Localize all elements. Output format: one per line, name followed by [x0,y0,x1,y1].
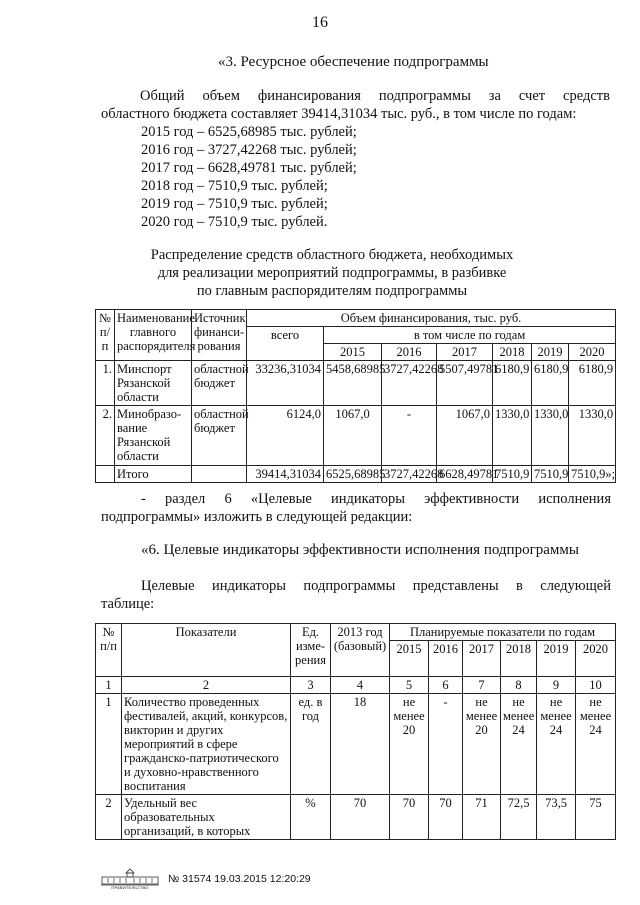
col-number: 1 [96,677,122,694]
col-header-year: 2017 [437,344,493,361]
stamp-text: ПРАВИТЕЛЬСТВО [111,885,149,890]
total-value: 7510,9»; [569,466,616,483]
table-row [96,795,616,840]
year-line-2019: 2019 год – 7510,9 тыс. рублей; [141,196,328,212]
row-value: 1067,0 [324,406,382,466]
distribution-title-3: по главным распорядителям подпрограммы [196,283,468,299]
col-number: 9 [537,677,576,694]
col-number: 8 [501,677,537,694]
col-header-volume: Объем финансирования, тыс. руб. [247,310,616,327]
section6-intro-2: подпрограммы» изложить в следующей редакции: [101,509,413,525]
total-value: 7510,9 [532,466,569,483]
row-base: 18 [331,694,390,795]
total-value: 6628,49781 [437,466,493,483]
row-value: 6180,9 [569,361,616,406]
row-base: 70 [331,795,390,840]
row-value: не менее 24 [537,694,576,795]
row-total: 6124,0 [247,406,324,466]
row-value: 71 [463,795,501,840]
year-line-2016: 2016 год – 3727,42268 тыс. рублей; [141,142,357,158]
row-value: не менее 20 [463,694,501,795]
col-number: 5 [390,677,429,694]
col-header-base: 2013 год (базовый) [331,624,390,677]
section3-intro-line1: Общий объем финансирования подпрограммы за счет средств [140,88,610,104]
distribution-title-2: для реализации мероприятий подпрограммы, в разбивке [157,265,507,281]
row-num: 1 [96,694,122,795]
row-value: 1330,0 [532,406,569,466]
col-number: 2 [122,677,291,694]
col-header-year: 2016 [429,641,463,677]
row-value: 5458,68985 [324,361,382,406]
column-number-row [96,677,616,694]
col-number: 3 [291,677,331,694]
total-row [96,466,616,483]
col-header-indicator: Показатели [122,624,291,677]
row-value: не менее 24 [501,694,537,795]
row-total: 33236,31034 [247,361,324,406]
col-header-unit: Ед. изме-рения [291,624,331,677]
col-header-source: Источник финанси-рования [192,310,247,361]
row-value: 1330,0 [493,406,532,466]
row-value: 70 [429,795,463,840]
col-header-year: 2015 [390,641,429,677]
total-value: 39414,31034 [247,466,324,483]
section6-text-2: таблице: [101,596,155,612]
government-building-stamp [100,868,160,890]
total-label: Итого [115,466,192,483]
empty-cell [192,466,247,483]
table-row [96,361,616,406]
col-header-name: Наименование главного распорядителя [115,310,192,361]
section6-heading: «6. Целевые индикаторы эффективности исполнения подпрограммы [141,542,579,558]
row-unit: ед. в год [291,694,331,795]
col-number: 4 [331,677,390,694]
total-value: 6525,68985 [324,466,382,483]
row-value: 73,5 [537,795,576,840]
document-reference: № 31574 19.03.2015 12:20:29 [168,873,311,885]
row-value: 6180,9 [493,361,532,406]
col-header-year: 2016 [382,344,437,361]
year-line-2018: 2018 год – 7510,9 тыс. рублей; [141,178,328,194]
page-number: 16 [312,14,328,31]
section3-heading: «3. Ресурсное обеспечение подпрограммы [218,54,489,70]
col-header-year: 2020 [569,344,616,361]
col-header-year: 2019 [537,641,576,677]
row-num: 1. [96,361,115,406]
row-value: не менее 20 [390,694,429,795]
col-header-year: 2018 [501,641,537,677]
total-value: 3727,42268 [382,466,437,483]
distribution-title-1: Распределение средств областного бюджета, необходимых [150,247,514,263]
col-header-year: 2019 [532,344,569,361]
col-header-year: 2015 [324,344,382,361]
table-row [96,406,616,466]
row-value: 6180,9 [532,361,569,406]
row-value: 70 [390,795,429,840]
row-value: 1330,0 [569,406,616,466]
col-header-num: № п/п [96,624,122,677]
col-header-incl: в том числе по годам [324,327,616,344]
row-indicator: Удельный вес образовательных организаций, в которых [122,795,291,840]
row-name: Минобразо-вание Рязанской области [115,406,192,466]
col-header-total: всего [247,327,324,361]
col-number: 6 [429,677,463,694]
col-number: 7 [463,677,501,694]
table-row [96,694,616,795]
section3-intro-line2: областного бюджета составляет 39414,31034 тыс. руб., в том числе по годам: [101,106,577,122]
row-value: - [429,694,463,795]
col-header-year: 2017 [463,641,501,677]
row-value: - [382,406,437,466]
year-line-2020: 2020 год – 7510,9 тыс. рублей. [141,214,328,230]
row-value: 5507,49781 [437,361,493,406]
col-header-plan: Планируемые показатели по годам [390,624,616,641]
year-line-2015: 2015 год – 6525,68985 тыс. рублей; [141,124,357,140]
row-source: областной бюджет [192,361,247,406]
year-line-2017: 2017 год – 6628,49781 тыс. рублей; [141,160,357,176]
row-value: 72,5 [501,795,537,840]
row-value: 3727,42268 [382,361,437,406]
col-number: 10 [576,677,616,694]
row-value: 75 [576,795,616,840]
indicators-table [95,623,616,840]
empty-cell [96,466,115,483]
row-source: областной бюджет [192,406,247,466]
row-unit: % [291,795,331,840]
col-header-num: № п/п [96,310,115,361]
section6-text-1: Целевые индикаторы подпрограммы представлены в следующей [141,578,611,594]
row-num: 2. [96,406,115,466]
row-value: не менее 24 [576,694,616,795]
col-header-year: 2018 [493,344,532,361]
section6-intro-1: - раздел 6 «Целевые индикаторы эффективности исполнения [141,491,611,507]
col-header-year: 2020 [576,641,616,677]
row-name: Минспорт Рязанской области [115,361,192,406]
row-value: 1067,0 [437,406,493,466]
financing-table [95,309,616,483]
row-indicator: Количество проведенных фестивалей, акций, конкурсов, викторин и других мероприятий в сфере гражданско-патриотического и духовно-нравственного воспитания [122,694,291,795]
total-value: 7510,9 [493,466,532,483]
row-num: 2 [96,795,122,840]
